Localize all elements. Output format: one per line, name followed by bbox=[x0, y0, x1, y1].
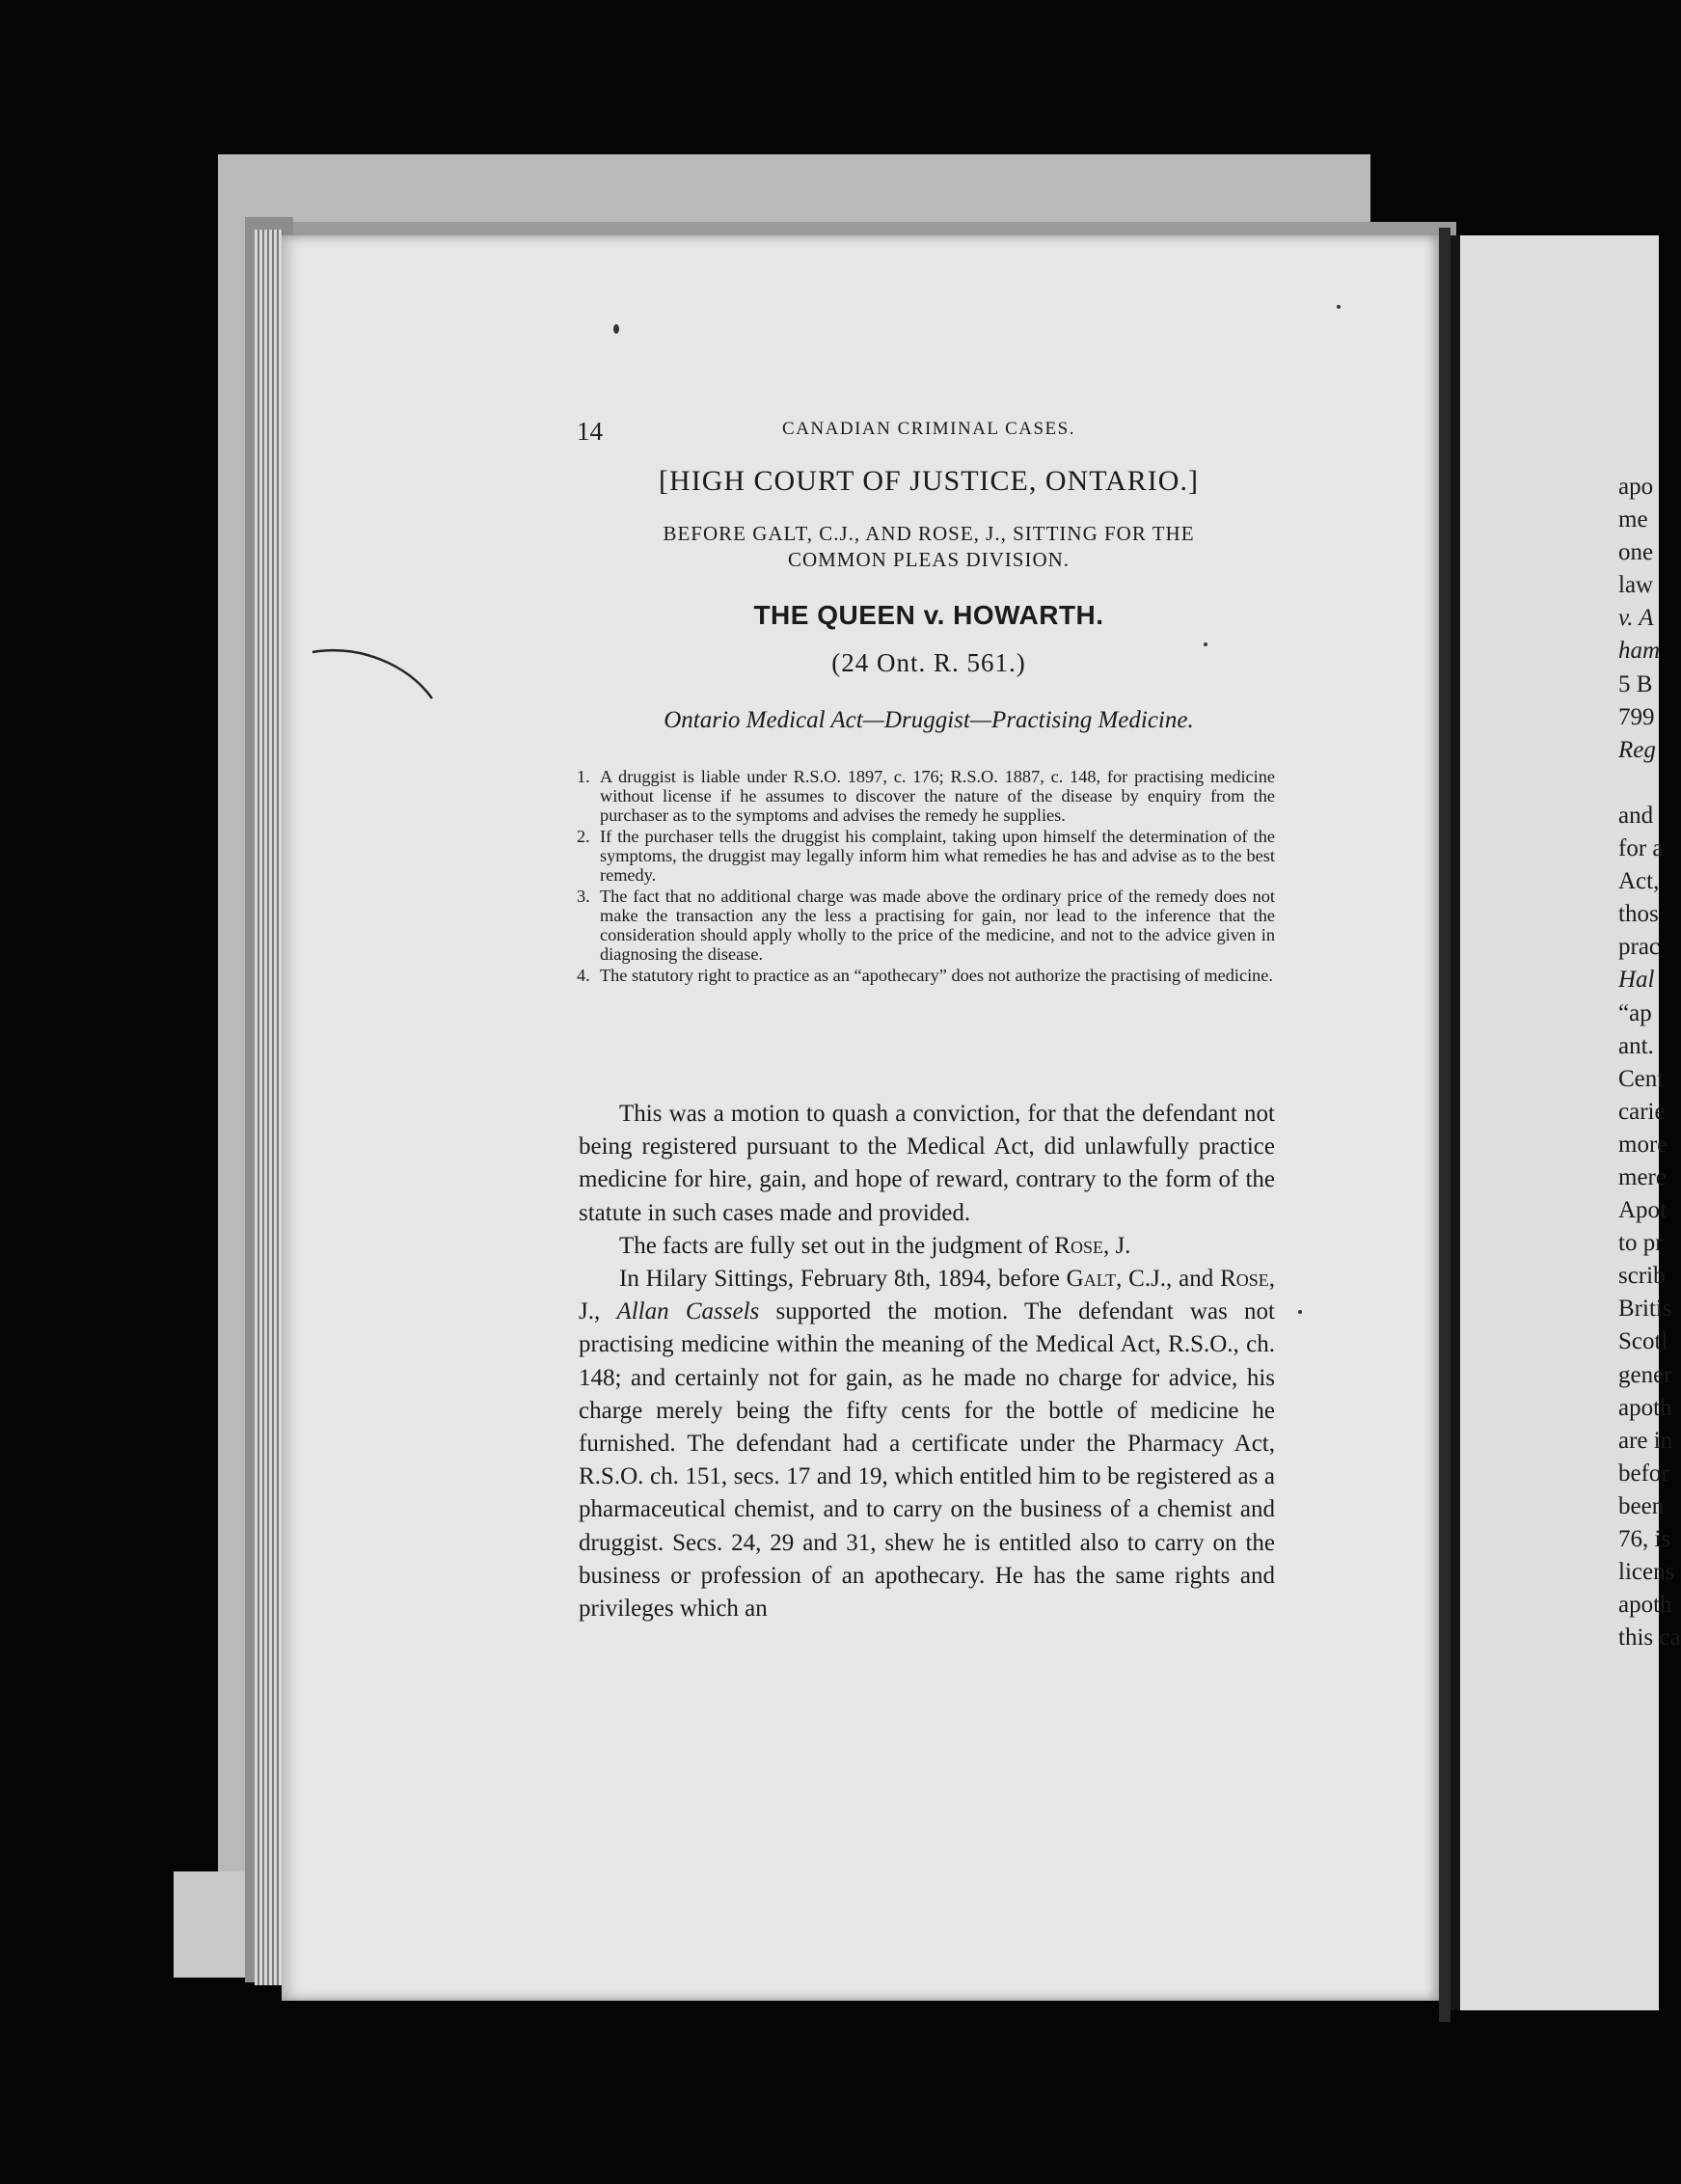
book-gutter bbox=[1439, 228, 1451, 2022]
facing-page-fragment: mere bbox=[1618, 1163, 1667, 1190]
facing-page-fragment: been bbox=[1618, 1492, 1665, 1519]
headnote: 3. The fact that no additional charge was made above the ordinary price of the remedy does not make the transaction any the less a practising for gain, nor lead to the inference that the consideration should apply wholly to the price of the medicine, and not to the advice given in diagnosing the disease. bbox=[577, 887, 1275, 964]
facing-page-fragment: Cent bbox=[1618, 1065, 1665, 1092]
facing-page-fragment: one bbox=[1618, 539, 1654, 566]
paragraph: In Hilary Sittings, February 8th, 1894, before Galt, C.J., and Rose, J., Allan Cassels supported the motion. The defendant was not practising medicine within the meaning of the Medical Act, R.S.O., ch. 148; and certainly not for gain, as he made no charge for advice, his charge merely being the fifty cents for the bottle of medicine he furnished. The defendant had a certificate under the Pharmacy Act, R.S.O. ch. 151, secs. 17 and 19, which entitled him to be registered as a pharmaceutical chemist, and to carry on the business of a chemist and druggist. Secs. 24, 29 and 31, shew he is entitled also to carry on the business or profession of an apothecary. He has the same rights and privileges which an bbox=[579, 1266, 1275, 1623]
facing-page-fragment: apo bbox=[1618, 474, 1654, 500]
facing-page-text bbox=[1618, 471, 1681, 1654]
facing-page-fragment: law bbox=[1618, 572, 1654, 599]
facing-page-fragment: this ca bbox=[1618, 1624, 1681, 1652]
facing-page-fragment: Reg bbox=[1618, 736, 1656, 763]
facing-page-spine bbox=[1451, 235, 1460, 2010]
running-head: CANADIAN CRIMINAL CASES. bbox=[782, 419, 1075, 439]
facing-page-fragment: ant. bbox=[1618, 1032, 1654, 1059]
bench-heading bbox=[577, 521, 1281, 573]
facing-page-fragment: more bbox=[1618, 1131, 1668, 1158]
facing-page-fragment: to pr bbox=[1618, 1230, 1664, 1257]
facing-page-fragment: befor bbox=[1618, 1460, 1669, 1487]
facing-page-fragment: 799 bbox=[1618, 703, 1655, 730]
speck bbox=[1298, 1310, 1302, 1314]
facing-page-fragment: “ap bbox=[1618, 999, 1652, 1026]
headnote: 1. A druggist is liable under R.S.O. 1897, c. 176; R.S.O. 1887, c. 148, for practising medicine without license if he assumes to discover the nature of the disease by enquiry from the purchaser as to the symptoms and advises the remedy he supplies. bbox=[577, 767, 1275, 825]
case-title: THE QUEEN v. HOWARTH. bbox=[753, 600, 1104, 630]
paragraph: This was a motion to quash a conviction, for that the defendant not being registered pursuant to the Medical Act, did unlawfully practice medicine for hire, gain, and hope of reward, contrary to the form of the statute in such cases made and provided. bbox=[579, 1101, 1275, 1226]
facing-page-fragment: ham bbox=[1618, 638, 1661, 665]
facing-page-fragment: thos bbox=[1618, 901, 1659, 928]
facing-page-fragment: carie bbox=[1618, 1098, 1666, 1125]
facing-page-fragment: Hal bbox=[1618, 967, 1655, 994]
facing-page-fragment: apoth bbox=[1618, 1394, 1672, 1421]
subject-line: Ontario Medical Act—Druggist—Practising Medicine. bbox=[664, 707, 1194, 733]
facing-page-fragment: are in bbox=[1618, 1427, 1673, 1454]
page-header bbox=[577, 417, 1281, 455]
court-heading: [HIGH COURT OF JUSTICE, ONTARIO.] bbox=[659, 465, 1199, 497]
case-citation: (24 Ont. R. 561.) bbox=[831, 648, 1026, 677]
facing-page-fragment: for a bbox=[1618, 835, 1664, 862]
facing-page-fragment: me bbox=[1618, 506, 1648, 533]
facing-page-fragment: and bbox=[1618, 802, 1654, 829]
speck bbox=[1204, 642, 1207, 646]
facing-page-fragment: apoth bbox=[1618, 1592, 1672, 1619]
speck bbox=[613, 324, 619, 334]
bench-line-2: COMMON PLEAS DIVISION. bbox=[787, 548, 1071, 571]
page-mark-arc bbox=[311, 644, 446, 722]
bench-line-1: BEFORE GALT, C.J., AND ROSE, J., SITTING FOR THE bbox=[663, 522, 1195, 545]
facing-page-fragment: Britis bbox=[1618, 1296, 1672, 1323]
facing-page-fragment: Apot bbox=[1618, 1197, 1667, 1224]
page-number: 14 bbox=[577, 417, 603, 446]
headnotes bbox=[577, 767, 1275, 987]
page-stack-lines bbox=[255, 230, 284, 1985]
body-text bbox=[579, 1098, 1275, 1625]
facing-page-fragment: scrib bbox=[1618, 1263, 1666, 1290]
facing-page-fragment: prac bbox=[1618, 934, 1661, 961]
facing-page-fragment: licens bbox=[1618, 1559, 1675, 1586]
headnote: 2. If the purchaser tells the druggist his complaint, taking upon himself the determination of the symptoms, the druggist may legally inform him what remedies he has and advise as to the best remedy. bbox=[577, 827, 1275, 885]
facing-page-fragment bbox=[1618, 767, 1681, 800]
facing-page-fragment: gener bbox=[1618, 1361, 1672, 1388]
facing-page-fragment: 76, is bbox=[1618, 1526, 1671, 1552]
facing-page-fragment: Act, bbox=[1618, 868, 1660, 895]
facing-page-fragment: 5 B bbox=[1618, 670, 1653, 697]
facing-page-fragment: v. A bbox=[1618, 605, 1654, 632]
facing-page-fragment: Scotl bbox=[1618, 1328, 1668, 1355]
paragraph: The facts are fully set out in the judgment of Rose, J. bbox=[619, 1232, 1131, 1259]
headnote: 4. The statutory right to practice as an “apothecary” does not authorize the practising of medicine. bbox=[577, 966, 1273, 985]
facing-page bbox=[1451, 235, 1681, 2010]
speck bbox=[1337, 305, 1341, 309]
